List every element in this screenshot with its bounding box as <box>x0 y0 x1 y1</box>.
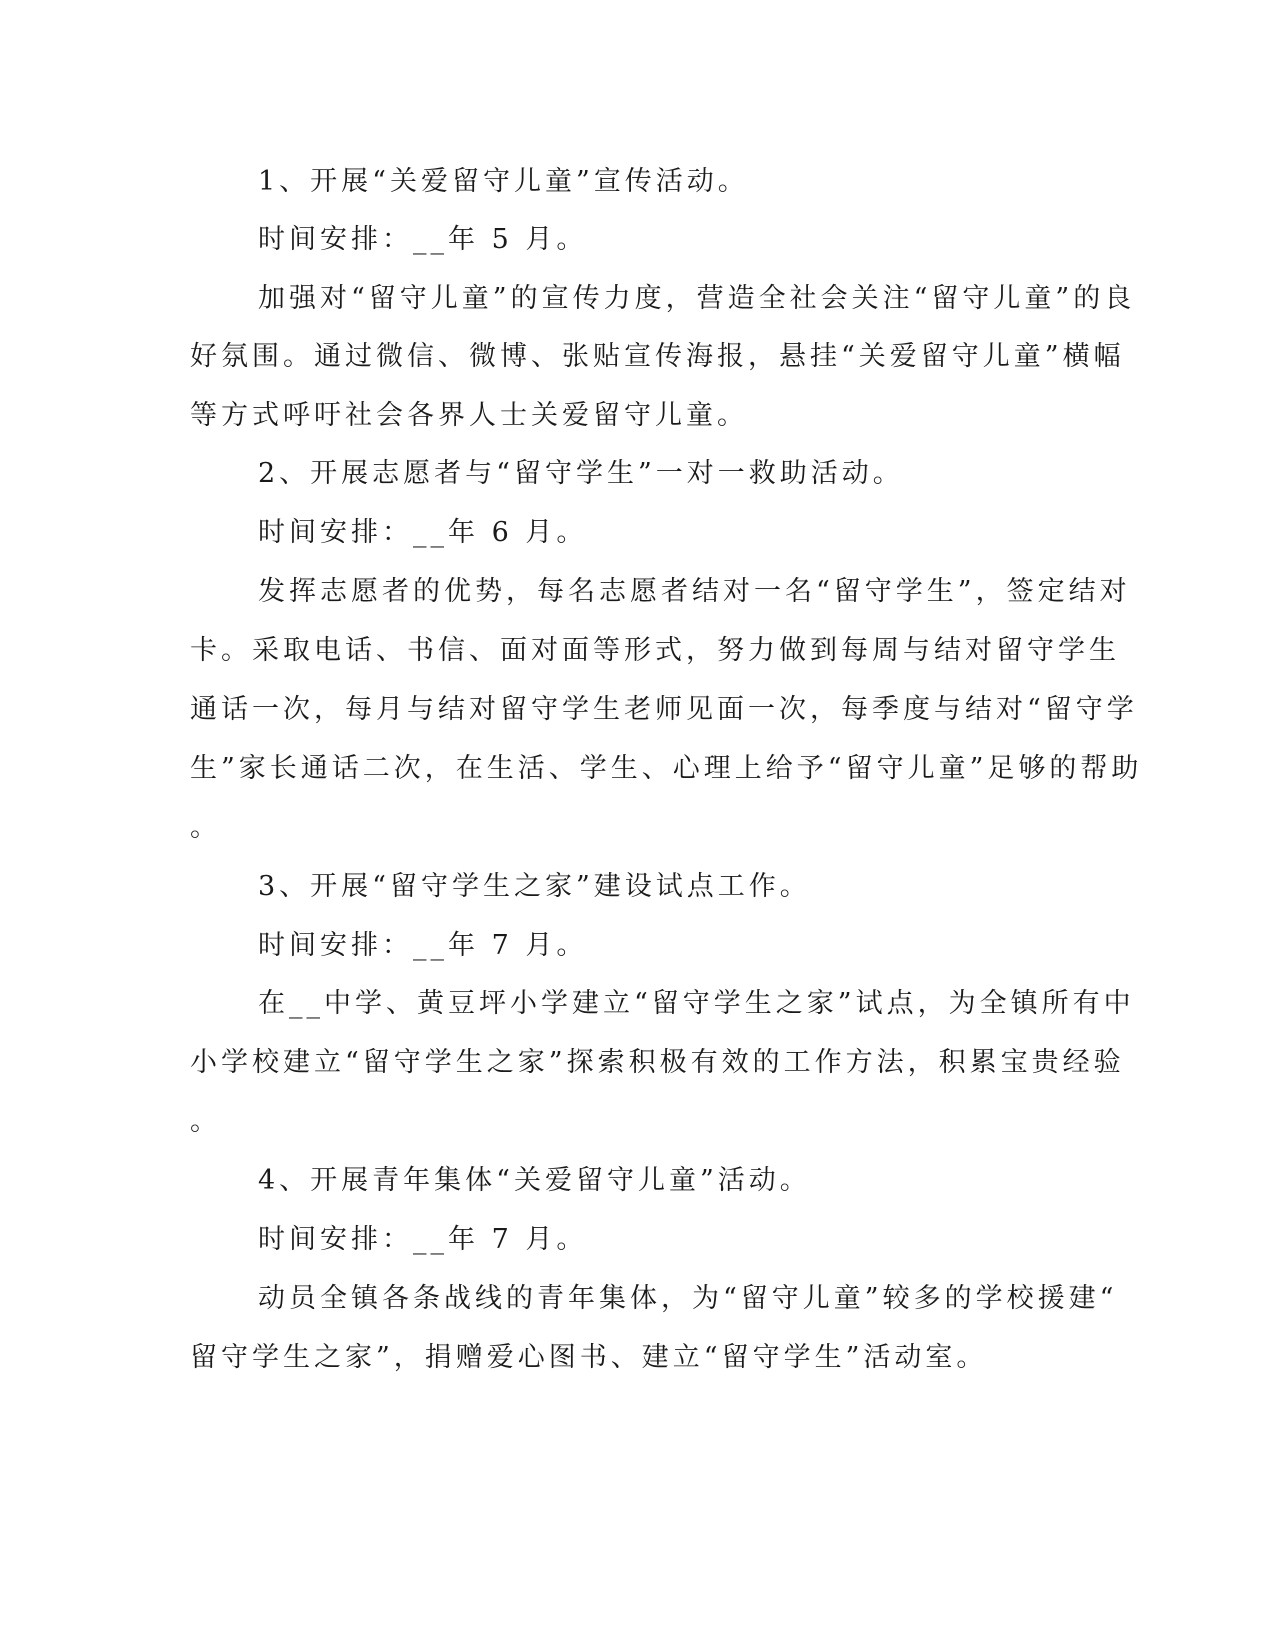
section-1-body-line-3: 等方式呼吁社会各界人士关爱留守儿童。 <box>190 400 748 431</box>
section-1-body-line-2: 好氛围。通过微信、微博、张贴宣传海报，悬挂“关爱留守儿童”横幅 <box>190 341 1125 372</box>
section-3-body-line-1: 在__中学、黄豆坪小学建立“留守学生之家”试点，为全镇所有中 <box>258 988 1135 1019</box>
section-2-body-line-1: 发挥志愿者的优势，每名志愿者结对一名“留守学生”，签定结对 <box>258 576 1131 607</box>
section-1-schedule: 时间安排：__年 5 月。 <box>258 224 588 255</box>
section-4-heading: 4、开展青年集体“关爱留守儿童”活动。 <box>258 1165 811 1196</box>
section-4-body-line-2: 留守学生之家”，捐赠爱心图书、建立“留守学生”活动室。 <box>190 1342 988 1373</box>
section-2-body-line-5: 。 <box>190 812 221 843</box>
section-2-heading: 2、开展志愿者与“留守学生”一对一救助活动。 <box>258 458 904 489</box>
section-1-heading: 1、开展“关爱留守儿童”宣传活动。 <box>258 166 749 197</box>
section-3-heading: 3、开展“留守学生之家”建设试点工作。 <box>258 871 811 902</box>
section-2-body-line-2: 卡。采取电话、书信、面对面等形式，努力做到每周与结对留守学生 <box>190 635 1120 666</box>
section-3-schedule: 时间安排：__年 7 月。 <box>258 930 588 961</box>
section-3-body-line-3: 。 <box>190 1106 221 1137</box>
section-1-body-line-1: 加强对“留守儿童”的宣传力度，营造全社会关注“留守儿童”的良 <box>258 283 1136 314</box>
section-4-schedule: 时间安排：__年 7 月。 <box>258 1224 588 1255</box>
section-2-body-line-3: 通话一次，每月与结对留守学生老师见面一次，每季度与结对“留守学 <box>190 694 1138 725</box>
section-2-body-line-4: 生”家长通话二次，在生活、学生、心理上给予“留守儿童”足够的帮助 <box>190 753 1143 784</box>
section-3-body-line-2: 小学校建立“留守学生之家”探索积极有效的工作方法，积累宝贵经验 <box>190 1047 1125 1078</box>
section-4-body-line-1: 动员全镇各条战线的青年集体，为“留守儿童”较多的学校援建“ <box>258 1283 1118 1314</box>
section-2-schedule: 时间安排：__年 6 月。 <box>258 517 588 548</box>
